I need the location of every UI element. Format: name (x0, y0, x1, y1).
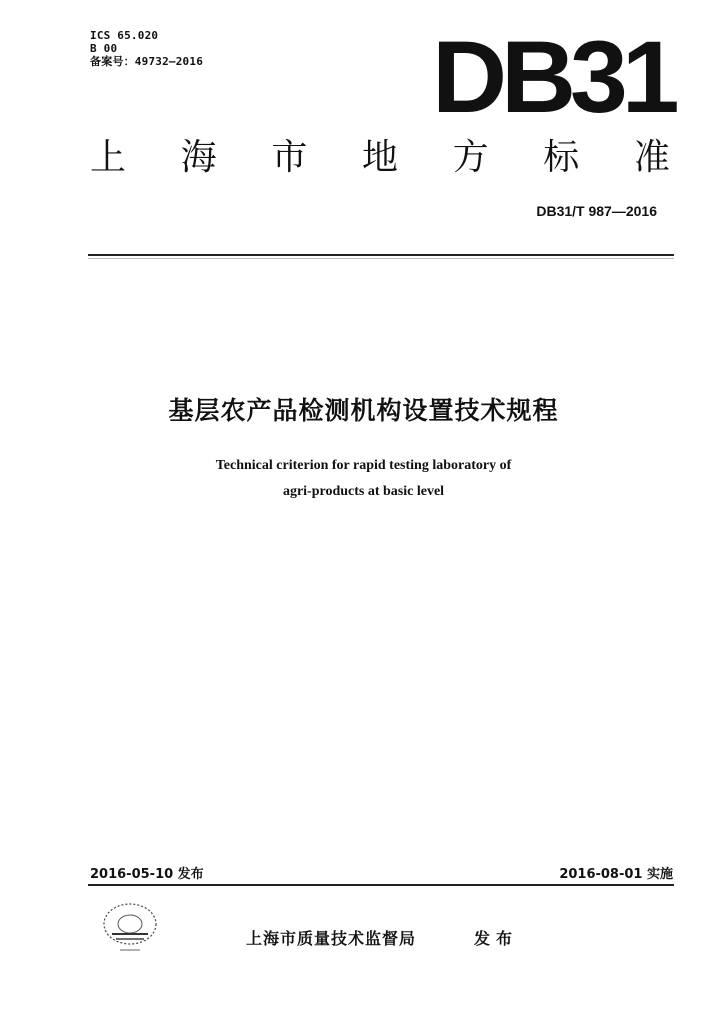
record-number: 备案号：49732—2016 (90, 55, 204, 68)
title-english-line-2: agri-products at basic level (282, 484, 445, 499)
standard-type-char: 地 (361, 137, 398, 178)
standard-type-char: 市 (271, 137, 308, 178)
top-divider-shadow (88, 258, 674, 259)
standard-type-char: 方 (452, 137, 489, 178)
publisher-name: 上海市质量技术监督局 (246, 929, 417, 948)
standard-type-char: 上 (90, 137, 127, 178)
implementation-date: 2016-08-01 实施 (559, 867, 673, 882)
standard-type-heading (90, 136, 670, 180)
title-chinese: 基层农产品检测机构设置技术规程 (168, 396, 559, 425)
standard-type-char: 准 (633, 137, 670, 178)
bottom-divider (88, 884, 674, 886)
ics-code: ICS 65.020 (90, 29, 159, 42)
db31-logo: DB31 (432, 20, 674, 134)
standard-type-char: 标 (543, 137, 580, 178)
title-english-line-1: Technical criterion for rapid testing laboratory of (215, 458, 512, 473)
standard-type-char: 海 (180, 137, 217, 178)
top-divider (88, 254, 674, 256)
seal-stamp-icon (98, 898, 162, 958)
standard-number: DB31/T 987—2016 (536, 203, 657, 219)
publish-label: 发布 (474, 929, 519, 948)
ccs-code: B 00 (90, 42, 118, 55)
issue-date: 2016-05-10 发布 (90, 867, 204, 882)
